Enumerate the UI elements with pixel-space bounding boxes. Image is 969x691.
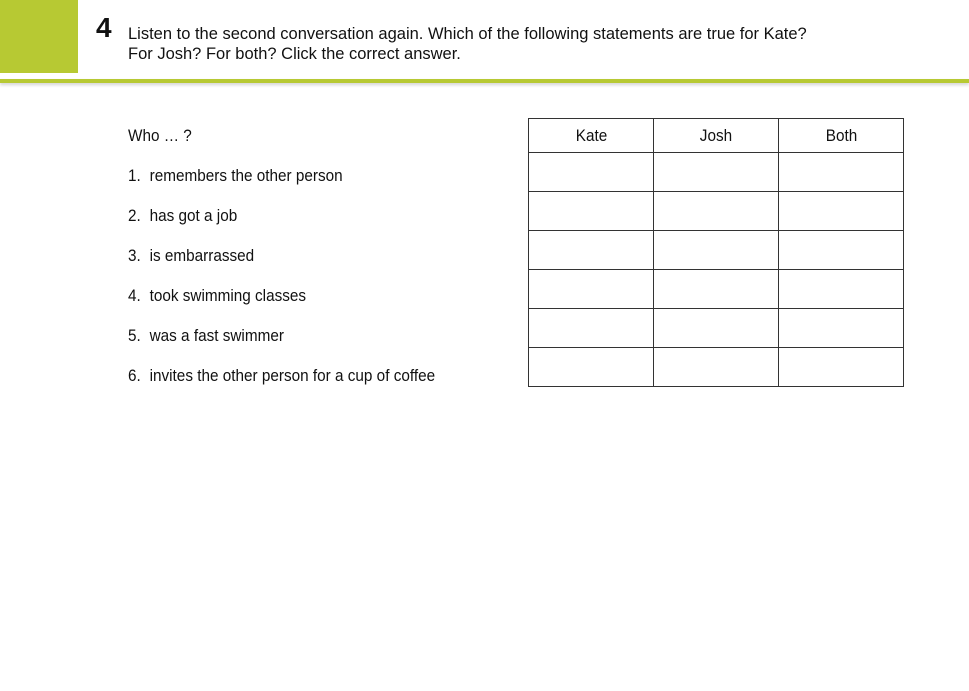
answer-cell-6-both[interactable] bbox=[779, 348, 904, 387]
answer-row-6 bbox=[529, 348, 904, 387]
answer-cell-2-kate[interactable] bbox=[529, 192, 654, 231]
answer-table bbox=[528, 118, 904, 387]
statement-text: invites the other person for a cup of coffee bbox=[149, 366, 436, 385]
answer-table-header-row bbox=[529, 119, 904, 153]
column-header-both: Both bbox=[779, 119, 904, 153]
answer-cell-4-both[interactable] bbox=[779, 270, 904, 309]
statement-number: 4. bbox=[128, 286, 141, 305]
answer-cell-2-both[interactable] bbox=[779, 192, 904, 231]
answer-cell-1-josh[interactable] bbox=[654, 153, 779, 192]
answer-cell-3-josh[interactable] bbox=[654, 231, 779, 270]
statement-number: 1. bbox=[128, 166, 141, 185]
header-divider bbox=[0, 79, 969, 83]
instruction-line-1: Listen to the second conversation again. Which of the following statements are true for Kate? bbox=[128, 25, 807, 43]
answer-cell-1-both[interactable] bbox=[779, 153, 904, 192]
task-number: 4 bbox=[96, 12, 112, 43]
answer-row-1 bbox=[529, 153, 904, 192]
statement-2 bbox=[128, 205, 435, 245]
answer-cell-2-josh[interactable] bbox=[654, 192, 779, 231]
answer-cell-6-kate[interactable] bbox=[529, 348, 654, 387]
statement-text: is embarrassed bbox=[149, 246, 255, 265]
header-accent-block bbox=[0, 0, 78, 73]
answer-cell-3-both[interactable] bbox=[779, 231, 904, 270]
statement-list bbox=[128, 165, 469, 405]
answer-cell-6-josh[interactable] bbox=[654, 348, 779, 387]
answer-cell-1-kate[interactable] bbox=[529, 153, 654, 192]
statement-1 bbox=[128, 165, 435, 205]
statement-text: has got a job bbox=[149, 206, 238, 225]
statement-text: remembers the other person bbox=[149, 166, 343, 185]
statement-number: 5. bbox=[128, 326, 141, 345]
answer-row-4 bbox=[529, 270, 904, 309]
answer-cell-3-kate[interactable] bbox=[529, 231, 654, 270]
statement-6 bbox=[128, 365, 435, 405]
statement-text: took swimming classes bbox=[149, 286, 307, 305]
answer-row-3 bbox=[529, 231, 904, 270]
answer-row-2 bbox=[529, 192, 904, 231]
statement-4 bbox=[128, 285, 435, 325]
answer-cell-4-josh[interactable] bbox=[654, 270, 779, 309]
instruction-line-2: For Josh? For both? Click the correct answer. bbox=[128, 45, 461, 63]
statement-text: was a fast swimmer bbox=[149, 326, 284, 345]
statement-5 bbox=[128, 325, 435, 365]
statement-number: 2. bbox=[128, 206, 141, 225]
answer-row-5 bbox=[529, 309, 904, 348]
answer-cell-5-both[interactable] bbox=[779, 309, 904, 348]
answer-cell-5-josh[interactable] bbox=[654, 309, 779, 348]
answer-cell-4-kate[interactable] bbox=[529, 270, 654, 309]
column-header-kate: Kate bbox=[529, 119, 654, 153]
task-instruction bbox=[128, 24, 928, 64]
column-header-josh: Josh bbox=[654, 119, 779, 153]
statement-number: 3. bbox=[128, 246, 141, 265]
answer-cell-5-kate[interactable] bbox=[529, 309, 654, 348]
statement-number: 6. bbox=[128, 366, 141, 385]
who-label: Who … ? bbox=[128, 126, 192, 145]
statement-3 bbox=[128, 245, 435, 285]
